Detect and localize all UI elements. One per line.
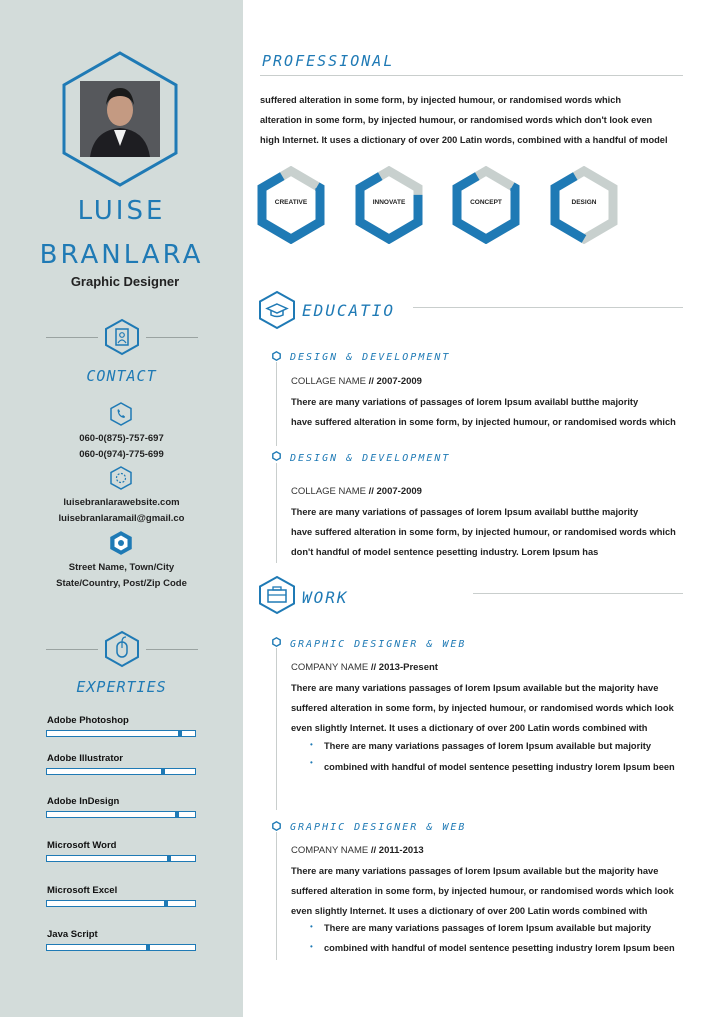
quality-label: INNOVATE <box>372 199 406 206</box>
skill-level-bar <box>46 730 196 737</box>
work-entry-line: There are many variations passages of lorem Ipsum available but the majority have <box>291 866 659 876</box>
contact-book-icon <box>104 318 140 356</box>
profile-photo <box>60 50 180 188</box>
work-entry-org: COMPANY NAME // 2011-2013 <box>291 845 424 856</box>
phone-number: 060-0(875)-757-697 <box>79 433 164 444</box>
timeline-hex-icon <box>272 637 281 647</box>
quality-hexagon <box>256 166 326 244</box>
education-entry-line: don't handful of model sentence pesetting industry. Lorem Ipsum has <box>291 547 599 557</box>
skill-label: Adobe Photoshop <box>47 715 129 726</box>
work-entry-org: COMPANY NAME // 2013-Present <box>291 662 438 673</box>
education-entry-line: There are many variations of passages of lorem Ipsum availabl butthe majority <box>291 507 639 517</box>
divider <box>413 307 683 308</box>
divider <box>473 593 683 594</box>
education-entry-org: COLLAGE NAME // 2007-2009 <box>291 376 422 387</box>
email: luisebranlaramail@gmail.co <box>58 513 185 524</box>
skill-level-marker <box>178 730 182 737</box>
work-entry-title: GRAPHIC DESIGNER & WEB <box>290 822 467 833</box>
address-line: State/Country, Post/Zip Code <box>56 578 187 589</box>
timeline-line <box>276 832 277 960</box>
professional-line: high Internet. It uses a dictionary of over 200 Latin words, combined with a handful of model <box>260 135 668 145</box>
timeline-line <box>276 648 277 810</box>
skill-level-marker <box>175 811 179 818</box>
address-line: Street Name, Town/City <box>68 562 175 573</box>
timeline-hex-icon <box>272 351 281 361</box>
professional-line: suffered alteration in some form, by injected humour, or randomised words which <box>260 95 622 105</box>
quality-label: CONCEPT <box>470 199 502 206</box>
work-entry-title: GRAPHIC DESIGNER & WEB <box>290 639 467 650</box>
bullet-icon: • <box>310 740 313 749</box>
timeline-line <box>276 463 277 563</box>
work-entry-line: suffered alteration in some form, by injected humour, or randomised words which look <box>291 886 674 896</box>
quality-hexagon <box>354 166 424 244</box>
quality-label: CREATIVE <box>274 199 308 206</box>
expertise-title: EXPERTIES <box>76 678 167 696</box>
job-title: Graphic Designer <box>70 274 180 289</box>
skill-label: Adobe InDesign <box>47 796 120 807</box>
education-entry-org: COLLAGE NAME // 2007-2009 <box>291 486 422 497</box>
skill-level-bar <box>46 855 196 862</box>
phone-number: 060-0(974)-775-699 <box>79 449 164 460</box>
work-bullet: combined with handful of model sentence pesetting industry lorem Ipsum been <box>324 943 675 953</box>
work-bullet: combined with handful of model sentence pesetting industry lorem Ipsum been <box>324 762 675 772</box>
education-entry-line: have suffered alteration in some form, by injected humour, or randomised words which <box>291 417 676 427</box>
skill-label: Adobe Illustrator <box>47 753 124 764</box>
divider <box>146 649 198 650</box>
professional-line: alteration in some form, by injected humour, or randomised words which don't look even <box>260 115 653 125</box>
divider <box>46 649 98 650</box>
sidebar <box>0 0 243 1017</box>
phone-icon <box>110 402 132 426</box>
skill-level-marker <box>164 900 168 907</box>
contact-title: CONTACT <box>86 367 157 385</box>
divider <box>46 337 98 338</box>
education-entry-title: DESIGN & DEVELOPMENT <box>290 352 451 363</box>
bullet-icon: • <box>310 922 313 931</box>
work-entry-line: suffered alteration in some form, by injected humour, or randomised words which look <box>291 703 674 713</box>
last-name: BRANLARA <box>39 240 204 270</box>
skill-label: Microsoft Excel <box>47 885 118 896</box>
divider <box>146 337 198 338</box>
skill-level-marker <box>146 944 150 951</box>
work-entry-line: even slightly Internet. It uses a dictionary of over 200 Latin words combined with <box>291 906 648 916</box>
professional-title: PROFESSIONAL <box>262 52 395 70</box>
work-bullet: There are many variations passages of lorem Ipsum available but majority <box>324 741 652 751</box>
skill-level-bar <box>46 811 196 818</box>
work-entry-line: even slightly Internet. It uses a dictionary of over 200 Latin words combined with <box>291 723 648 733</box>
skill-level-marker <box>167 855 171 862</box>
skill-level-bar <box>46 944 196 951</box>
graduation-cap-icon <box>258 290 296 330</box>
skill-level-bar <box>46 900 196 907</box>
briefcase-icon <box>258 575 296 615</box>
globe-icon <box>110 466 132 490</box>
first-name: LUISE <box>77 196 166 226</box>
skill-label: Microsoft Word <box>47 840 117 851</box>
location-pin-icon <box>110 531 132 555</box>
quality-label: DESIGN <box>571 199 597 206</box>
skill-level-bar <box>46 768 196 775</box>
bullet-icon: • <box>310 758 313 767</box>
education-title: EDUCATIO <box>302 301 396 320</box>
timeline-hex-icon <box>272 821 281 831</box>
timeline-line <box>276 362 277 446</box>
work-entry-line: There are many variations passages of lorem Ipsum available but the majority have <box>291 683 659 693</box>
education-entry-title: DESIGN & DEVELOPMENT <box>290 453 451 464</box>
skill-level-marker <box>161 768 165 775</box>
timeline-hex-icon <box>272 451 281 461</box>
mouse-icon <box>104 630 140 668</box>
skill-label: Java Script <box>47 929 98 940</box>
education-entry-line: There are many variations of passages of lorem Ipsum availabl butthe majority <box>291 397 639 407</box>
website: luisebranlarawebsite.com <box>63 497 180 508</box>
education-entry-line: have suffered alteration in some form, by injected humour, or randomised words which <box>291 527 676 537</box>
work-bullet: There are many variations passages of lorem Ipsum available but majority <box>324 923 652 933</box>
work-title: WORK <box>302 588 349 607</box>
divider <box>260 75 683 76</box>
bullet-icon: • <box>310 942 313 951</box>
quality-hexagon <box>549 166 619 244</box>
quality-hexagon <box>451 166 521 244</box>
